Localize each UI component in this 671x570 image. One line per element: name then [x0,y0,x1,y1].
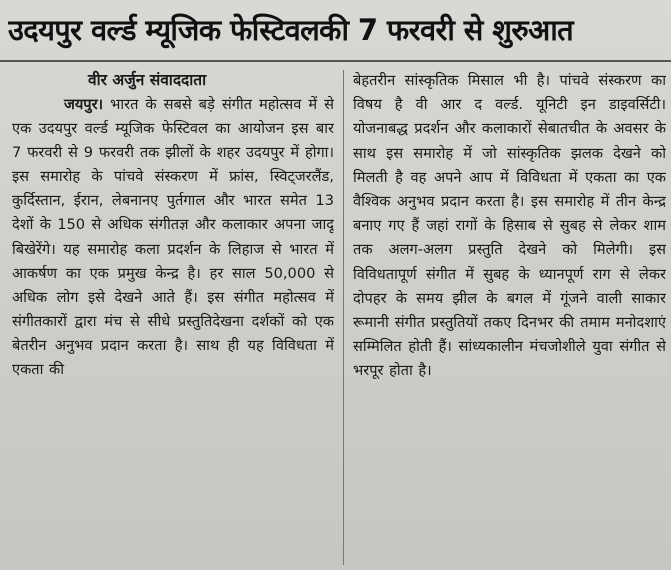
headline: उदयपुर वर्ल्ड म्यूजिक फेस्टिवलकी 7 फरवरी से शुरुआत [8,13,574,47]
headline-rule [0,60,671,62]
article-column-right [353,69,666,567]
dateline: जयपुर। [64,96,104,113]
byline: वीर अर्जुन संवाददाता [88,71,207,89]
left-column-text: भारत के सबसे बड़े संगीत महोत्सव में से एक उदयपुर वर्ल्ड म्यूजिक फेस्टिवल का आयोजन इस बार 7 फरवरी से 9 फरवरी तक झीलों के शहर उदयपुर में होगा। इस समारोह के पांचवे संस्करण में फ्रांस, स्विट्जरलैंड, कुर्दिस्तान, ईरान, लेबनानए पुर्तगाल और भारत समेत 13 देशों के 150 से अधिक संगीतज्ञ और कलाकार अपना जादू बिखेरेंगे। यह समारोह कला प्रदर्शन के लिहाज से भारत में आकर्षण का एक प्रमुख केन्द्र है। हर साल 50,000 से अधिक लोग इसे देखने आते हैं। इस संगीत महोत्सव में संगीतकारों द्वारा मंच से सीधे प्रस्तुतिदेखना दर्शकों को एक बेतरीन अनुभव प्रदान करता है। साथ ही यह विविधता में एकता की [12,96,334,379]
article-body-right: बेहतरीन सांस्कृतिक मिसाल भी है। पांचवे संस्करण का विषय है वी आर द वर्ल्ड. यूनिटी इन डाइवर्सिटी। योजनाबद्ध प्रदर्शन और कलाकारों सेबातचीत के अवसर के साथ इस समारोह में जो सांस्कृतिक झलक देखने को मिलती है वह अपने आप में विविधता में एकता का एक वैश्विक अनुभव प्रदान करता है। इस समारोह में तीन केन्द्र बनाए गए हैं जहां रागों के हिसाब से सुबह से लेकर शाम तक अलग-अलग प्रस्तुति देखने को मिलेगी। इस विविधतापूर्ण संगीत में सुबह के ध्यानपूर्ण राग से लेकर दोपहर के समय झील के बगल में गूंजने वाली साकार रूमानी संगीत प्रस्तुतियों तकए दिनभर की तमाम मनोदशाएं सम्मिलित होती हैं। सांध्यकालीन मंचजोशीले युवा संगीत से भरपूर होता है। [353,72,666,380]
article-column-left [12,69,334,567]
article-body-left [12,93,334,382]
column-divider [343,70,344,565]
